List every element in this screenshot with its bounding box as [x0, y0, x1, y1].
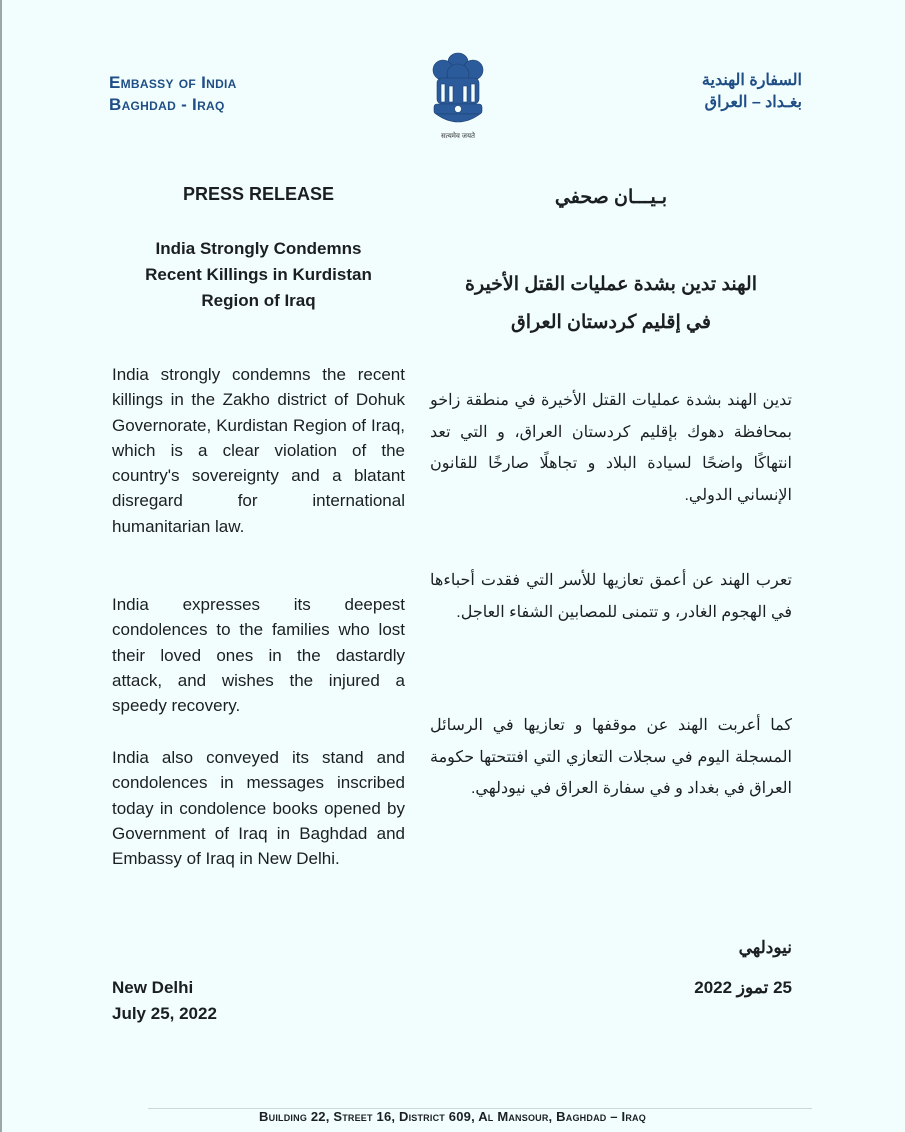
- embassy-line-1: Embassy of India: [109, 73, 237, 92]
- emblem-motto: सत्यमेव जयते: [440, 133, 476, 140]
- arabic-paragraph-1: تدين الهند بشدة عمليات القتل الأخيرة في منطقة زاخو بمحافظة دهوك بإقليم كردستان العراق، و التي تعد انتهاكًا واضحًا لسيادة البلاد و تجاهلًا صارخًا للقانون الإنساني الدولي.: [430, 392, 792, 504]
- signoff-date: July 25, 2022: [112, 1004, 217, 1023]
- english-signoff: [112, 975, 217, 1027]
- press-release-title-arabic: بـيـــان صحفي: [554, 187, 668, 208]
- arabic-paragraph-2: تعرب الهند عن أعمق تعازيها للأسر التي فقدت أحباءها في الهجوم الغادر، و تتمنى للمصابين الشفاء العاجل.: [430, 572, 792, 621]
- signoff-place-arabic: نيودلهي: [738, 938, 792, 957]
- headline-arabic: [430, 266, 792, 342]
- national-emblem-icon: [423, 48, 493, 132]
- headline-line: India Strongly Condemns: [155, 239, 362, 258]
- english-paragraph-2: India expresses its deepest condolences to the families who lost their loved ones in the dastardly attack, and wishes the injured a speedy recovery.: [112, 595, 405, 716]
- headline-line: في إقليم كردستان العراق: [511, 312, 711, 333]
- headline-english: [112, 236, 405, 314]
- scan-edge: [0, 0, 2, 1132]
- headline-line: الهند تدين بشدة عمليات القتل الأخيرة: [465, 274, 757, 295]
- embassy-line-2: Baghdad - Iraq: [109, 95, 225, 114]
- english-paragraph-1: India strongly condemns the recent killings in the Zakho district of Dohuk Governorate, Kurdistan Region of Iraq, which is a clear violation of the country's sovereignty and a blatant disregard for international humanitarian law.: [112, 365, 405, 536]
- embassy-name-english: [109, 72, 237, 116]
- signoff-date-arabic: 25 تموز 2022: [694, 978, 792, 997]
- press-release-title: PRESS RELEASE: [182, 184, 335, 204]
- arabic-signoff: [694, 928, 792, 1008]
- embassy-ar-line-1: السفارة الهندية: [701, 72, 802, 89]
- english-paragraph-3: India also conveyed its stand and condolences in messages inscribed today in condolence books opened by Government of Iraq in Baghdad and Embassy of Iraq in New Delhi.: [112, 748, 405, 869]
- headline-line: Region of Iraq: [201, 291, 316, 310]
- embassy-name-arabic: [702, 70, 802, 114]
- footer-address: Building 22, Street 16, District 609, Al Mansour, Baghdad – Iraq: [259, 1109, 646, 1124]
- arabic-paragraph-3: كما أعربت الهند عن موقفها و تعازيها في الرسائل المسجلة اليوم في سجلات التعازي التي افتتحتها حكومة العراق في بغداد و في سفارة العراق في نيودلهي.: [430, 717, 792, 797]
- national-emblem: [423, 48, 493, 144]
- signoff-place: New Delhi: [112, 978, 194, 997]
- embassy-ar-line-2: بغـداد – العراق: [704, 94, 802, 111]
- footer-contact: [0, 1126, 905, 1132]
- headline-line: Recent Killings in Kurdistan: [145, 265, 372, 284]
